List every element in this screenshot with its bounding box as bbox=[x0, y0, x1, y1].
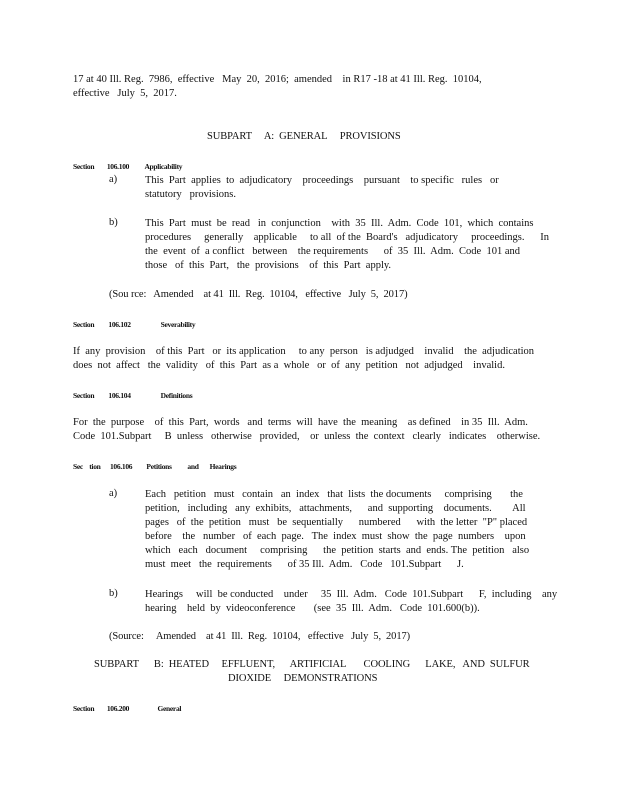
item-label: b) bbox=[109, 217, 118, 228]
section-heading-106-104: Section 106.104 Definitions bbox=[73, 391, 193, 400]
text-line: 17 at 40 Ill. Reg. 7986, effective May 20, 2016; amended in R17 -18 at 41 Ill. Reg. 10104, bbox=[73, 74, 482, 85]
text-line: those of this Part, the provisions of this Part apply. bbox=[145, 260, 392, 271]
item-label: b) bbox=[109, 588, 118, 599]
text-line: Hearings will be conducted under 35 Ill. Adm. Code 101.Subpart F, including any bbox=[145, 589, 558, 600]
text-line: statutory provisions. bbox=[145, 189, 236, 200]
text-line: Code 101.Subpart B unless otherwise provided, or unless the context clearly indicates otherwise. bbox=[73, 431, 541, 442]
text-line: does not affect the validity of this Part as a whole or of any petition not adjudged invalid. bbox=[73, 360, 505, 371]
text-line: If any provision of this Part or its application to any person is adjudged invalid the adjudication bbox=[73, 346, 535, 357]
paragraph-106-100-b bbox=[145, 217, 549, 273]
text-line: the event of a conflict between the requirements of 35 Ill. Adm. Code 101 and bbox=[145, 246, 520, 257]
section-heading-106-100: Section 106.100 Applicability bbox=[73, 162, 183, 171]
item-label: a) bbox=[109, 488, 118, 499]
text-line: Each petition must contain an index that lists the documents comprising the bbox=[145, 489, 523, 500]
text-line: procedures generally applicable to all of the Board's adjudicatory proceedings. In bbox=[145, 232, 549, 243]
section-heading-106-102: Section 106.102 Severability bbox=[73, 320, 196, 329]
paragraph-106-100-a bbox=[145, 174, 499, 202]
text-line: effective July 5, 2017. bbox=[73, 88, 177, 99]
text-line: For the purpose of this Part, words and terms will have the meaning as defined in 35 Ill. Adm. bbox=[73, 417, 528, 428]
text-line: pages of the petition must be sequentially numbered with the letter "P" placed bbox=[145, 517, 528, 528]
section-heading-106-200: Section 106.200 General bbox=[73, 704, 182, 713]
text-line: which each document comprising the petition starts and ends. The petition also bbox=[145, 545, 530, 556]
text-line: hearing held by videoconference (see 35 Ill. Adm. Code 101.600(b)). bbox=[145, 603, 480, 614]
paragraph-106-106-a bbox=[145, 488, 529, 572]
subpart-b-title-line-2: DIOXIDE DEMONSTRATIONS bbox=[228, 673, 378, 684]
subpart-a-title: SUBPART A: GENERAL PROVISIONS bbox=[207, 131, 401, 142]
paragraph-106-106-b bbox=[145, 588, 557, 616]
subpart-b-title-line-1: SUBPART B: HEATED EFFLUENT, ARTIFICIAL COOLING LAKE, AND SULFUR bbox=[94, 659, 530, 670]
item-label: a) bbox=[109, 174, 118, 185]
paragraph-106-102 bbox=[73, 345, 534, 373]
section-heading-106-106: Sec tion 106.106 Petitions and Hearings bbox=[73, 462, 237, 471]
intro-paragraph bbox=[73, 73, 482, 101]
text-line: This Part applies to adjudicatory proceedings pursuant to specific rules or bbox=[145, 175, 499, 186]
text-line: must meet the requirements of 35 Ill. Adm. Code 101.Subpart J. bbox=[145, 559, 464, 570]
source-note-106-106: (Source: Amended at 41 Ill. Reg. 10104, effective July 5, 2017) bbox=[109, 631, 411, 642]
text-line: This Part must be read in conjunction with 35 Ill. Adm. Code 101, which contains bbox=[145, 218, 534, 229]
text-line: petition, including any exhibits, attachments, and supporting documents. All bbox=[145, 503, 526, 514]
text-line: before the number of each page. The index must show the page numbers upon bbox=[145, 531, 526, 542]
paragraph-106-104 bbox=[73, 416, 540, 444]
source-note-106-100: (Sou rce: Amended at 41 Ill. Reg. 10104, effective July 5, 2017) bbox=[109, 289, 408, 300]
